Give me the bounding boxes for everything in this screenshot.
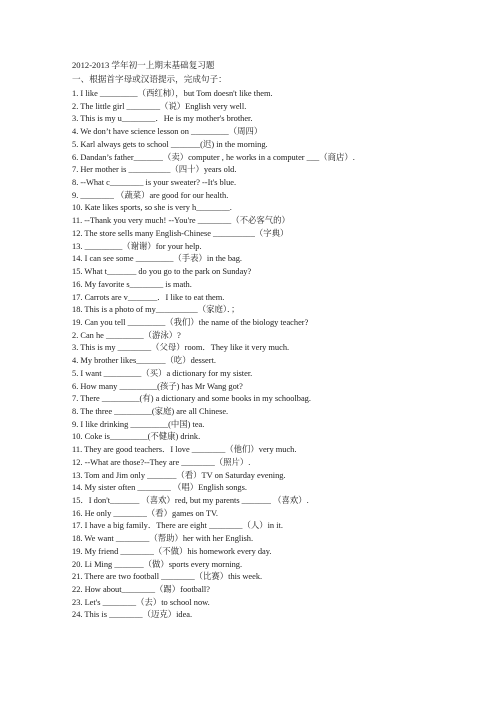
exercise-item: 21. There are two football ________（比赛）this week. [72, 572, 263, 582]
page-title: 2012-2013 学年初一上期末基础复习题 [72, 60, 215, 70]
section-instruction: 一、根据首字母或汉语提示，完成句子： [72, 74, 227, 84]
exercise-item: 16. My favorite s________ is math. [72, 279, 192, 289]
exercise-item: 7. There _________(有) a dictionary and some books in my schoolbag. [72, 394, 311, 404]
exercise-item: 10. Coke is_________(不健康) drink. [72, 432, 201, 442]
exercise-item: 11. They are good teachers．I love ________（他们）very much. [72, 445, 297, 455]
exercise-item: 6. Dandan’s father_______（卖）computer , he works in a computer ___（商店）. [72, 152, 355, 162]
exercise-item: 8. The three _________(家庭) are all Chinese. [72, 406, 229, 416]
exercise-item: 9. I like drinking _________(中国) tea. [72, 419, 205, 429]
exercise-item: 16. He only ________（看）games on TV. [72, 508, 219, 518]
exercise-item: 5. Karl always gets to school _______(迟) in the morning. [72, 139, 268, 149]
exercise-item: 3. This is my u________．He is my mother's brother. [72, 114, 253, 124]
exercise-item: 19. Can you tell _________（我们）the name of the biology teacher? [72, 317, 309, 327]
exercise-item: 18. We want ________（帮助）her with her English. [72, 534, 254, 544]
exercise-item: 23. Let's ________（去）to school now. [72, 597, 210, 607]
exercise-item: 9. ________ （蔬菜）are good for our health. [72, 190, 229, 200]
exercise-item: 11. --Thank you very much! --You're ________（不必客气的） [72, 216, 290, 226]
exercise-item: 7. Her mother is __________（四十）years old. [72, 165, 237, 175]
exercise-item: 17. Carrots are v_______．I like to eat them. [72, 292, 225, 302]
exercise-item: 2. Can he _________（游泳）? [72, 330, 181, 340]
exercise-item: 14. My sister often ________ （唱）English songs. [72, 483, 247, 493]
exercise-item: 1. I like _________（西红柿），but Tom doesn't like them. [72, 89, 273, 98]
exercise-item: 13. Tom and Jim only _______（看）TV on Saturday evening. [72, 470, 286, 480]
exercise-list [72, 88, 492, 622]
exercise-item: 10. Kate likes sports, so she is very h________. [72, 203, 232, 213]
exercise-item: 15. What t_______ do you go to the park on Sunday? [72, 267, 252, 277]
exercise-item: 18. This is a photo of my__________（家庭）．； [72, 305, 240, 315]
exercise-item: 19. My friend ________（不做）his homework every day. [72, 546, 272, 556]
exercise-item: 2. The little girl ________（说）English very well. [72, 101, 247, 111]
exercise-item: 5. I want _________（买）a dictionary for my sister. [72, 368, 253, 378]
exercise-item: 17. I have a big family．There are eight ________（人）in it. [72, 521, 283, 531]
exercise-item: 4. My brother likes_______（吃）dessert. [72, 356, 216, 366]
exercise-item: 20. Li Ming _______（做）sports every morning. [72, 559, 243, 569]
exercise-item: 13. _________（谢谢）for your help. [72, 241, 202, 251]
exercise-item: 8. --What c________ is your sweater? --It's blue. [72, 178, 237, 188]
exercise-item: 24. This is ________（迈克）idea. [72, 610, 193, 620]
exercise-item: 3. This is my ________（父母）room．They like it very much. [72, 343, 290, 353]
exercise-item: 14. I can see some _________（手表）in the bag. [72, 254, 243, 264]
exercise-item: 4. We don’t have science lesson on _________（周四） [72, 127, 263, 137]
exercise-item: 6. How many _________(孩子) has Mr Wang got? [72, 381, 243, 391]
exercise-item: 15．I don't_______ （喜欢）red, but my parents _______ （喜欢）. [72, 496, 309, 505]
exercise-item: 22. How about________（踢）football? [72, 585, 210, 595]
exercise-item: 12. --What are those?--They are ________（照片）. [72, 457, 251, 467]
exercise-item: 12. The store sells many English-Chinese __________（字典） [72, 228, 289, 238]
